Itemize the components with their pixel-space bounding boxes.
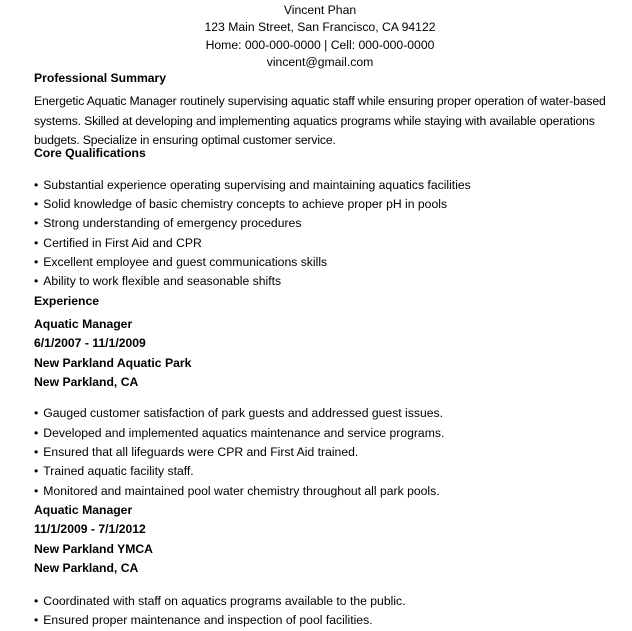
qualifications-heading: Core Qualifications [34,146,146,160]
job-title: Aquatic Manager [34,503,133,517]
job-duty: • Ensured that all lifeguards were CPR and First Aid trained. [34,444,358,460]
summary-heading: Professional Summary [34,71,167,85]
job-location: New Parkland, CA [34,375,139,389]
qualification-item: • Certified in First Aid and CPR [34,235,202,251]
job-employer: New Parkland YMCA [34,542,153,556]
phone-numbers: Home: 000-000-0000 | Cell: 000-000-0000 [205,38,435,52]
job-duty: • Coordinated with staff on aquatics programs available to the public. [34,593,406,609]
job-duty: • Gauged customer satisfaction of park guests and addressed guest issues. [34,405,443,421]
qualification-item: • Substantial experience operating supervising and maintaining aquatics facilities [34,177,471,193]
qualification-item: • Strong understanding of emergency procedures [34,215,301,231]
job-employer: New Parkland Aquatic Park [34,356,192,370]
job-duty: • Trained aquatic facility staff. [34,463,194,479]
qualification-item: • Solid knowledge of basic chemistry concepts to achieve proper pH in pools [34,196,447,212]
qualification-item: • Ability to work flexible and seasonable shifts [34,273,281,289]
summary-text: Energetic Aquatic Manager routinely supervising aquatic staff while ensuring proper operation of water-based systems. Skilled at developing and implementing aquatics programs while staying with available operations budgets. Specialize in ensuring optimal customer service. [34,94,606,147]
job-duty: • Monitored and maintained pool water chemistry throughout all park pools. [34,483,440,499]
candidate-name: Vincent Phan [283,3,357,17]
qualification-item: • Excellent employee and guest communications skills [34,254,327,270]
experience-heading: Experience [34,294,100,308]
job-dates: 6/1/2007 - 11/1/2009 [34,336,146,350]
address: 123 Main Street, San Francisco, CA 94122 [204,20,436,34]
job-duty: • Developed and implemented aquatics maintenance and service programs. [34,425,444,441]
job-duty: • Ensured proper maintenance and inspection of pool facilities. [34,612,373,628]
email: vincent@gmail.com [266,55,374,69]
job-location: New Parkland, CA [34,561,139,575]
job-dates: 11/1/2009 - 7/1/2012 [34,522,146,536]
job-title: Aquatic Manager [34,317,133,331]
